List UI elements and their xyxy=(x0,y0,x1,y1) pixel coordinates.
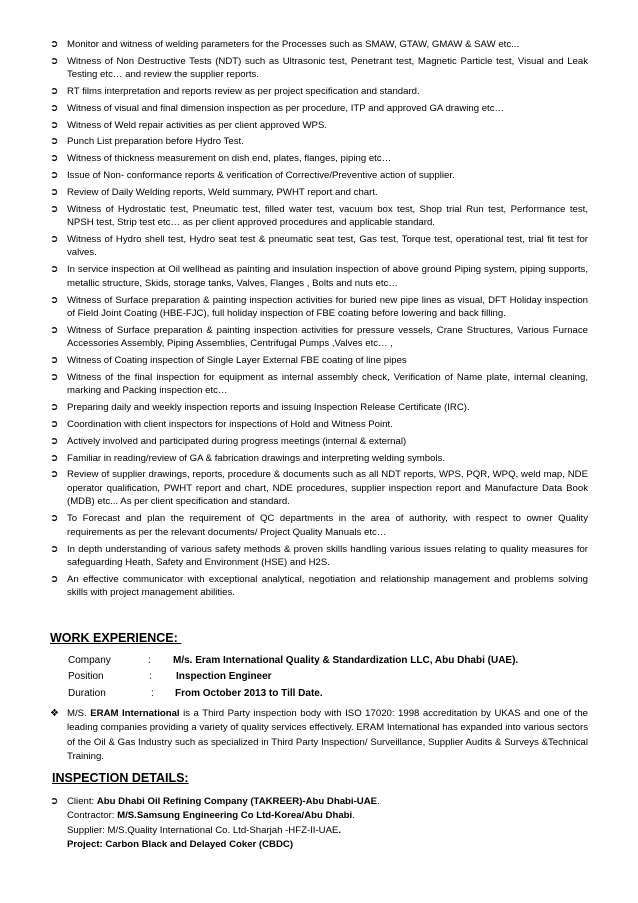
arrow-circle-icon: ➲ xyxy=(50,543,59,555)
list-item: ➲ Witness of Coating inspection of Single Layer External FBE coating of line pipes xyxy=(50,355,407,367)
list-item: ➲ Punch List preparation before Hydro Test. xyxy=(50,136,244,148)
inspection-details-heading: INSPECTION DETAILS: xyxy=(52,771,189,785)
list-item: ➲ Witness of the final inspection for equipment as internal assembly check, Verification of Name plate, internal cleaning, marking and Packing inspection etc… xyxy=(50,371,588,397)
list-item: ➲ In service inspection at Oil wellhead as painting and insulation inspection of above ground Piping system, piping supports, metallic structure, Skids, storage tanks, Valves, Flanges , Bolts and nuts etc… xyxy=(50,264,588,289)
list-item: ➲ Monitor and witness of welding parameters for the Processes such as SMAW, GTAW, GMAW & SAW etc... xyxy=(50,39,520,50)
arrow-circle-icon: ➲ xyxy=(50,203,59,215)
work-experience-heading: WORK EXPERIENCE: xyxy=(50,631,182,645)
arrow-circle-icon: ➲ xyxy=(50,55,59,67)
list-item: ➲ Witness of visual and final dimension inspection as per procedure, ITP and approved GA drawing etc… xyxy=(50,102,505,114)
position-value: Inspection Engineer xyxy=(176,671,272,682)
list-item: ➲ Issue of Non- conformance reports & verification of Corrective/Preventive action of supplier. xyxy=(50,170,455,182)
arrow-circle-icon: ➲ xyxy=(50,796,59,807)
client-line: Client: Abu Dhabi Oil Refining Company (TAKREER)-Abu Dhabi-UAE. xyxy=(67,796,380,807)
arrow-circle-icon: ➲ xyxy=(50,264,59,276)
arrow-circle-icon: ➲ xyxy=(50,324,59,336)
arrow-circle-icon: ➲ xyxy=(50,186,59,198)
project-line: Project: Carbon Black and Delayed Coker (CBDC) xyxy=(67,838,294,850)
arrow-circle-icon: ➲ xyxy=(50,294,59,306)
colon: : xyxy=(151,688,154,699)
arrow-circle-icon: ➲ xyxy=(50,452,59,464)
arrow-circle-icon: ➲ xyxy=(50,153,59,165)
company-label: Company xyxy=(68,655,111,666)
duration-label: Duration xyxy=(68,688,106,699)
diamond-bullet-icon: ❖ xyxy=(50,708,59,719)
company-name: ERAM International xyxy=(90,708,180,719)
contractor-line: Contractor: M/S.Samsung Engineering Co Ltd-Korea/Abu Dhabi. xyxy=(67,810,355,822)
list-item: ➲ In depth understanding of various safety methods & proven skills handling various issues relating to quality measures for safeguarding Heath, Safety and Environment (HSE) and H2S. xyxy=(50,543,588,569)
colon: : xyxy=(148,655,151,666)
list-item: ➲ Familiar in reading/review of GA & fabrication drawings and interpreting welding symbols. xyxy=(50,452,446,464)
arrow-circle-icon: ➲ xyxy=(50,513,59,525)
list-item: ➲ Preparing daily and weekly inspection reports and issuing Inspection Release Certificate (IRC). xyxy=(50,402,470,414)
arrow-circle-icon: ➲ xyxy=(50,435,59,447)
list-item: ➲ Witness of Hydrostatic test, Pneumatic test, filled water test, vacuum box test, Shop trial Run test, Performance test, NPSH test, Strip test etc… as per client approved procedures and applicable standard. xyxy=(50,203,588,229)
list-item: ➲ Witness of Weld repair activities as per client approved WPS. xyxy=(50,119,328,131)
arrow-circle-icon: ➲ xyxy=(50,469,59,481)
responsibilities-list xyxy=(50,38,588,603)
company-description: ❖ M/S. ERAM International is a Third Party inspection body with ISO 17020: 1998 accreditation by UKAS and one of the leading companies providing a variety of quality services effectively. ERAM International has expanded into various sectors of the Oil & Gas Industry such as specialized in Third Party Inspection/ Surveillance, Supplier Audits & Surveys &Technical Training. xyxy=(50,708,589,762)
position-label: Position xyxy=(68,671,104,682)
list-item: ➲ RT films interpretation and reports review as per project specification and standard. xyxy=(50,86,420,98)
list-item: ➲ Review of supplier drawings, reports, procedure & documents such as all NDT reports, WPS, PQR, WPQ, weld map, NDE operator qualification, PWHT report and chart, NDE procedures, supplier inspection report and Manufacture Data Book (MDB) etc... As per client specification and standard. xyxy=(50,469,588,508)
arrow-circle-icon: ➲ xyxy=(50,39,59,50)
arrow-circle-icon: ➲ xyxy=(50,170,59,182)
list-item: ➲ Witness of Surface preparation & painting inspection activities for pressure vessels, Crane Structures, Various Furnace Accessories Assembly, Piping Assemblies, Centrifugal Pumps ,Valves etc… , xyxy=(50,324,588,350)
supplier-line: Supplier: M/S.Quality International Co. Ltd-Sharjah -HFZ-II-UAE. xyxy=(67,824,342,836)
arrow-circle-icon: ➲ xyxy=(50,136,59,148)
list-item: ➲ Witness of Hydro shell test, Hydro seat test & pneumatic seat test, Gas test, Torque test, operational test, trial fit test for valves. xyxy=(50,233,588,259)
company-value: M/s. Eram International Quality & Standardization LLC, Abu Dhabi (UAE). xyxy=(173,655,519,666)
arrow-circle-icon: ➲ xyxy=(50,419,59,431)
list-item: ➲ An effective communicator with exceptional analytical, negotiation and relationship management and problems solving skills with project management abilities. xyxy=(50,573,588,599)
arrow-circle-icon: ➲ xyxy=(50,355,59,367)
list-item: ➲ Witness of Non Destructive Tests (NDT) such as Ultrasonic test, Penetrant test, Magnetic Particle test, Visual and Leak Testing etc… and review the supplier reports. xyxy=(50,55,588,81)
list-item: ➲ Witness of thickness measurement on dish end, plates, flanges, piping etc… xyxy=(50,153,392,165)
arrow-circle-icon: ➲ xyxy=(50,119,59,131)
list-item: ➲ Witness of Surface preparation & painting inspection activities for buried new pipe lines as visual, DFT Holiday inspection of Field Joint Coating (HBE-FJC), full holiday inspection of FBE coating before lowering and back filling. xyxy=(50,294,588,320)
list-item: ➲ Actively involved and participated during progress meetings (internal & external) xyxy=(50,435,407,447)
inspection-client-block xyxy=(50,795,588,852)
duration-value: From October 2013 to Till Date. xyxy=(175,688,323,699)
arrow-circle-icon: ➲ xyxy=(50,86,59,98)
arrow-circle-icon: ➲ xyxy=(50,102,59,114)
arrow-circle-icon: ➲ xyxy=(50,573,59,585)
list-item: ➲ Review of Daily Welding reports, Weld summary, PWHT report and chart. xyxy=(50,186,378,198)
arrow-circle-icon: ➲ xyxy=(50,402,59,414)
arrow-circle-icon: ➲ xyxy=(50,233,59,245)
list-item: ➲ To Forecast and plan the requirement of QC departments in the area of authority, with respect to owner Quality requirements as per the relevant documents/ Project Quality Manuals etc… xyxy=(50,513,588,538)
arrow-circle-icon: ➲ xyxy=(50,371,59,383)
colon: : xyxy=(149,671,152,682)
list-item: ➲ Coordination with client inspectors for inspections of Hold and Witness Point. xyxy=(50,419,393,431)
